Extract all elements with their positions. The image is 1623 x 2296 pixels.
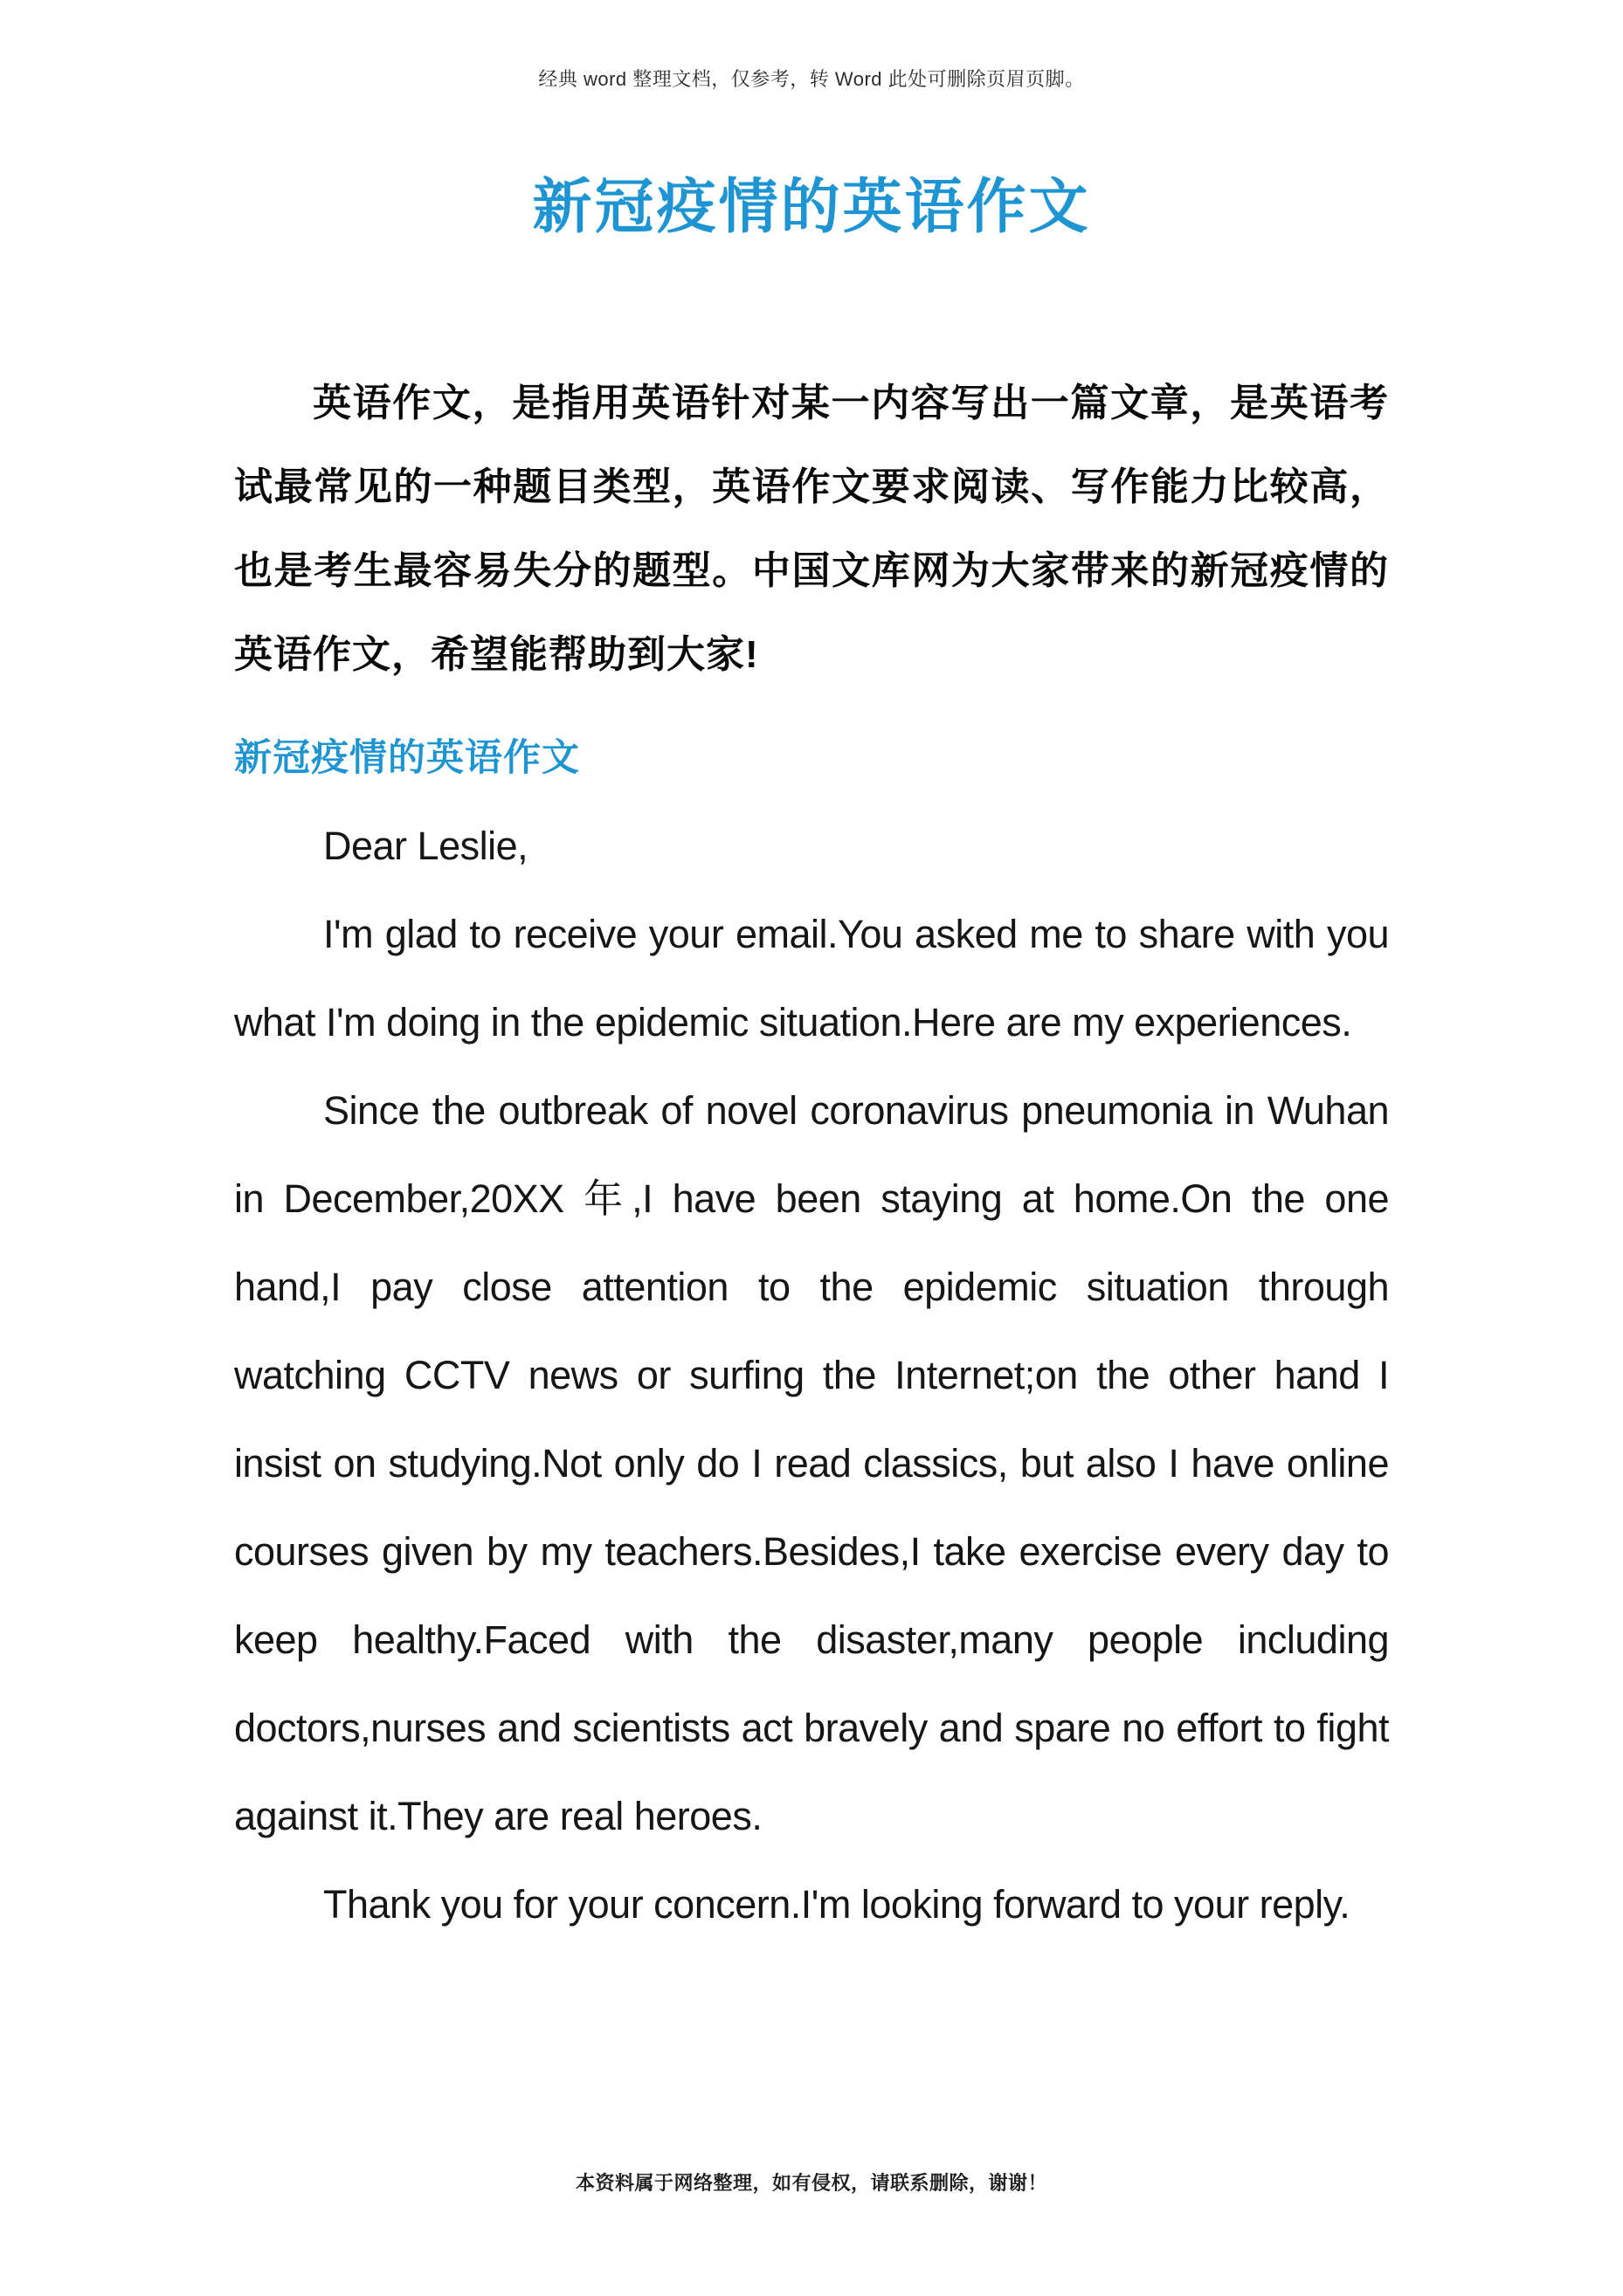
letter-paragraph: I'm glad to receive your email.You asked me to share with you what I'm doing in the epidemic situation.Here are my experiences. [234,912,1389,1045]
letter-body [234,802,1389,1948]
letter-paragraph: Thank you for your concern.I'm looking forward to your reply. [323,1882,1350,1927]
page-title: 新冠疫情的英语作文 [532,174,1091,240]
intro-paragraph: 英语作文，是指用英语针对某一内容写出一篇文章，是英语考试最常见的一种题目类型，英语作文要求阅读、写作能力比较高，也是考生最容易失分的题型。中国文库网为大家带来的新冠疫情的英语作文，希望能帮助到大家! [234,382,1389,676]
section-heading: 新冠疫情的英语作文 [234,737,580,779]
letter-salutation: Dear Leslie, [323,824,528,868]
page-footer-note: 本资料属于网络整理，如有侵权，请联系删除，谢谢！ [575,2172,1047,2194]
letter-paragraph: Since the outbreak of novel coronavirus pneumonia in Wuhan in December,20XX 年,I have been staying at home.On the one hand,I pay close attention to the epidemic situation through watching CCTV news or surfing the Internet;on the other hand I insist on studying.Not only do I read classics, but also I have online courses given by my teachers.Besides,I take exercise every day to keep healthy.Faced with the disaster,many people including doctors,nurses and scientists act bravely and spare no effort to fight against it.They are real heroes. [234,1088,1389,1838]
page-header-note: 经典 word 整理文档，仅参考，转 Word 此处可删除页眉页脚。 [538,68,1085,90]
